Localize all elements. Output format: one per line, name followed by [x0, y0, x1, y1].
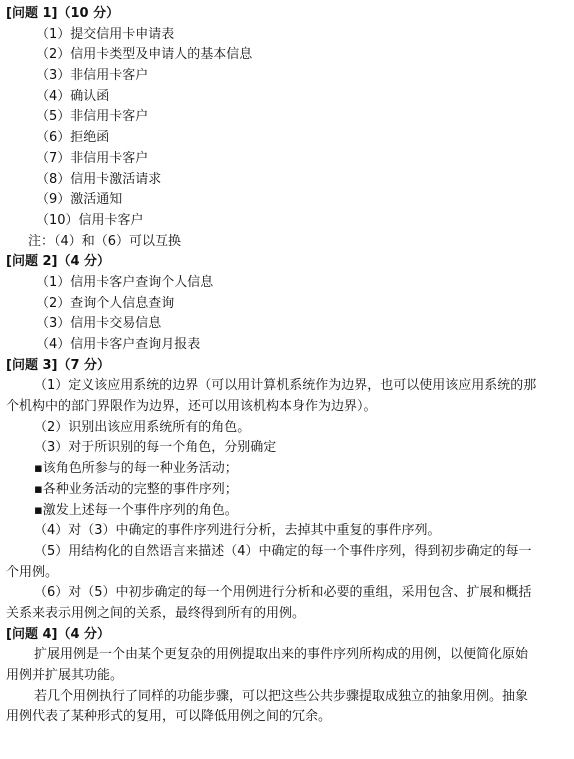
q1-item-10: （10）信用卡客户 [36, 212, 144, 228]
q1-item-3: （3）非信用卡客户 [36, 68, 149, 84]
q4-heading: [问题 4]（4 分） [6, 626, 111, 642]
q1-item-5: （5）非信用卡客户 [36, 109, 149, 125]
q3-step-4: （4）对（3）中确定的事件序列进行分析，去掉其中重复的事件序列。 [34, 523, 441, 539]
q1-item-9: （9）激活通知 [36, 192, 123, 208]
q4-para-2-line-2: 用例代表了某种形式的复用，可以降低用例之间的冗余。 [6, 709, 332, 725]
q2-item-4: （4）信用卡客户查询月报表 [36, 337, 201, 352]
q3-bullet-1: ▪该角色所参与的每一种业务活动； [34, 461, 238, 477]
q3-step-6-line-1: （6）对（5）中初步确定的每一个用例进行分析和必要的重组，采用包含、扩展和概括 [34, 585, 532, 601]
q3-step-3: （3）对于所识别的每一个角色，分别确定 [34, 440, 277, 456]
q1-item-1: （1）提交信用卡申请表 [36, 26, 175, 42]
q3-step-6-line-2: 关系来表示用例之间的关系，最终得到所有的用例。 [6, 605, 306, 621]
q1-note: 注：（4）和（6）可以互换 [28, 233, 182, 249]
q3-step-2: （2）识别出该应用系统所有的角色。 [34, 419, 251, 435]
q1-heading: [问题 1]（10 分） [6, 6, 120, 21]
q2-item-3: （3）信用卡交易信息 [36, 316, 162, 332]
q3-step-1-line-1: （1）定义该应用系统的边界（可以用计算机系统作为边界，也可以使用该应用系统的那 [34, 378, 537, 394]
q4-para-2-line-1: 若几个用例执行了同样的功能步骤，可以把这些公共步骤提取成独立的抽象用例。抽象 [34, 688, 529, 704]
q1-item-4: （4）确认函 [36, 88, 110, 104]
q3-step-5-line-1: （5）用结构化的自然语言来描述（4）中确定的每一个事件序列，得到初步确定的每一 [34, 543, 532, 559]
q3-bullet-2: ▪各种业务活动的完整的事件序列； [34, 481, 238, 497]
q4-para-1-line-2: 用例并扩展其功能。 [6, 668, 124, 683]
q3-step-5-line-2: 个用例。 [6, 564, 59, 580]
q2-heading: [问题 2]（4 分） [6, 254, 111, 270]
q1-item-8: （8）信用卡激活请求 [36, 171, 162, 187]
q3-bullet-3: ▪激发上述每一个事件序列的角色。 [34, 502, 238, 518]
q1-item-2: （2）信用卡类型及申请人的基本信息 [36, 47, 253, 63]
q2-item-2: （2）查询个人信息查询 [36, 295, 175, 311]
q3-heading: [问题 3]（7 分） [6, 357, 111, 373]
q4-para-1-line-1: 扩展用例是一个由某个更复杂的用例提取出来的事件序列所构成的用例，以便简化原始 [34, 647, 529, 663]
q2-item-1: （1）信用卡客户查询个人信息 [36, 274, 214, 290]
q3-step-1-line-2: 个机构中的部门界限作为边界，还可以用该机构本身作为边界）。 [6, 399, 377, 415]
q1-item-7: （7）非信用卡客户 [36, 150, 149, 166]
q1-item-6: （6）拒绝函 [36, 130, 110, 146]
